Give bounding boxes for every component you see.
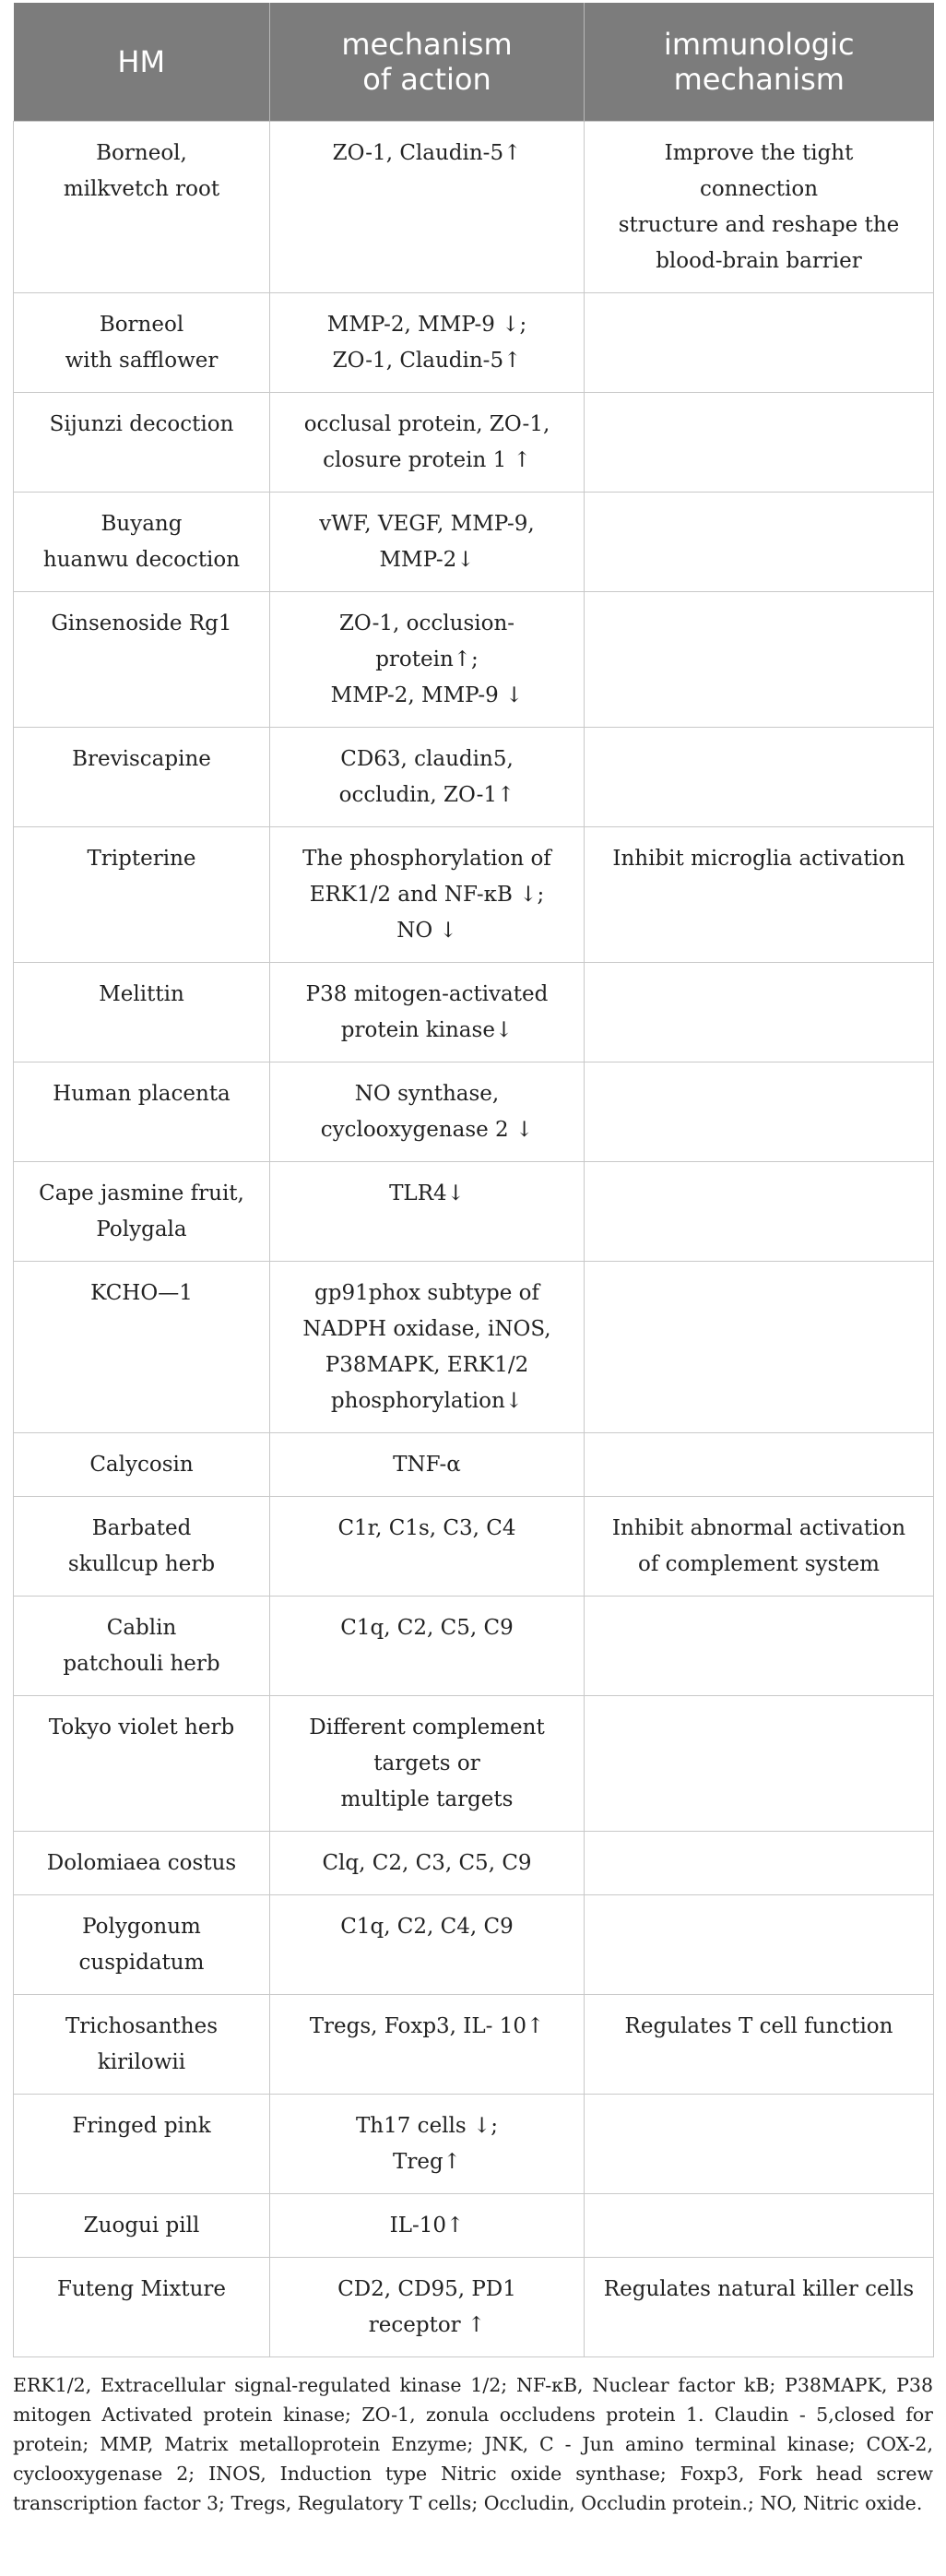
table-container: [13, 3, 933, 2536]
table-row: [14, 826, 934, 962]
cell-mechanism: IL-10↑: [270, 2193, 585, 2257]
cell-immunologic: Regulates natural killer cells: [585, 2257, 934, 2356]
table-body: [14, 121, 934, 2356]
cell-immunologic: [585, 492, 934, 591]
cell-hm: Polygonum cuspidatum: [14, 1894, 270, 1994]
cell-immunologic: [585, 1261, 934, 1432]
cell-mechanism: Different complement targets or multiple targets: [270, 1695, 585, 1831]
cell-mechanism: ZO-1, Claudin-5↑: [270, 121, 585, 292]
table-row: [14, 2257, 934, 2356]
header-mechanism-of-action: mechanism of action: [270, 3, 585, 121]
cell-mechanism: C1q, C2, C4, C9: [270, 1894, 585, 1994]
cell-immunologic: Inhibit microglia activation: [585, 826, 934, 962]
table-row: [14, 2193, 934, 2257]
cell-mechanism: C1q, C2, C5, C9: [270, 1596, 585, 1695]
table-row: [14, 292, 934, 392]
cell-hm: Fringed pink: [14, 2094, 270, 2193]
cell-mechanism: The phosphorylation of ERK1/2 and NF-κB ↓; NO ↓: [270, 826, 585, 962]
table-row: [14, 392, 934, 492]
table-row: [14, 962, 934, 1062]
cell-mechanism: CD2, CD95, PD1 receptor ↑: [270, 2257, 585, 2356]
cell-immunologic: [585, 1432, 934, 1496]
cell-mechanism: TNF-α: [270, 1432, 585, 1496]
table-row: [14, 2094, 934, 2193]
cell-hm: Melittin: [14, 962, 270, 1062]
cell-hm: Ginsenoside Rg1: [14, 591, 270, 727]
cell-immunologic: Inhibit abnormal activation of complement system: [585, 1496, 934, 1596]
cell-immunologic: [585, 591, 934, 727]
cell-immunologic: [585, 392, 934, 492]
cell-hm: Barbated skullcup herb: [14, 1496, 270, 1596]
cell-hm: Borneol, milkvetch root: [14, 121, 270, 292]
cell-mechanism: Clq, C2, C3, C5, C9: [270, 1831, 585, 1894]
cell-hm: Sijunzi decoction: [14, 392, 270, 492]
cell-mechanism: Tregs, Foxp3, IL- 10↑: [270, 1994, 585, 2094]
table-row: [14, 591, 934, 727]
cell-mechanism: ZO-1, occlusion- protein↑; MMP-2, MMP-9 ↓: [270, 591, 585, 727]
table-row: [14, 1596, 934, 1695]
cell-hm: Dolomiaea costus: [14, 1831, 270, 1894]
cell-immunologic: [585, 292, 934, 392]
cell-immunologic: Improve the tight connection structure and reshape the blood-brain barrier: [585, 121, 934, 292]
cell-immunologic: [585, 1161, 934, 1261]
cell-mechanism: NO synthase, cyclooxygenase 2 ↓: [270, 1062, 585, 1161]
cell-hm: Borneol with safflower: [14, 292, 270, 392]
cell-mechanism: C1r, C1s, C3, C4: [270, 1496, 585, 1596]
cell-mechanism: gp91phox subtype of NADPH oxidase, iNOS, P38MAPK, ERK1/2 phosphorylation↓: [270, 1261, 585, 1432]
cell-hm: Tripterine: [14, 826, 270, 962]
cell-hm: Calycosin: [14, 1432, 270, 1496]
table-row: [14, 1831, 934, 1894]
cell-hm: Buyang huanwu decoction: [14, 492, 270, 591]
cell-immunologic: [585, 2094, 934, 2193]
cell-immunologic: [585, 962, 934, 1062]
cell-hm: Trichosanthes kirilowii: [14, 1994, 270, 2094]
cell-hm: Cape jasmine fruit, Polygala: [14, 1161, 270, 1261]
table-row: [14, 492, 934, 591]
cell-hm: Cablin patchouli herb: [14, 1596, 270, 1695]
cell-hm: KCHO—1: [14, 1261, 270, 1432]
cell-hm: Human placenta: [14, 1062, 270, 1161]
cell-immunologic: [585, 1695, 934, 1831]
table-row: [14, 1496, 934, 1596]
cell-immunologic: [585, 2193, 934, 2257]
table-row: [14, 1994, 934, 2094]
table-row: [14, 1261, 934, 1432]
table-row: [14, 121, 934, 292]
hm-mechanism-table: [13, 3, 934, 2357]
cell-immunologic: [585, 727, 934, 826]
cell-immunologic: [585, 1894, 934, 1994]
table-row: [14, 727, 934, 826]
table-row: [14, 1894, 934, 1994]
cell-hm: Tokyo violet herb: [14, 1695, 270, 1831]
cell-hm: Futeng Mixture: [14, 2257, 270, 2356]
cell-mechanism: CD63, claudin5, occludin, ZO-1↑: [270, 727, 585, 826]
header-hm: HM: [14, 3, 270, 121]
cell-mechanism: Th17 cells ↓; Treg↑: [270, 2094, 585, 2193]
header-immunologic-mechanism: immunologic mechanism: [585, 3, 934, 121]
table-footnote: ERK1/2, Extracellular signal-regulated kinase 1/2; NF-κB, Nuclear factor kB; P38MAPK, P38 mitogen Activated protein kinase; ZO-1, zonula occludens protein 1. Claudin - 5,closed for protein; MMP, Matrix metalloprotein Enzyme; JNK, C - Jun amino terminal kinase; COX-2, cyclooxygenase 2; INOS, Induction type Nitric oxide synthase; Foxp3, Fork head screw transcription factor 3; Tregs, Regulatory T cells; Occludin, Occludin protein.; NO, Nitric oxide.: [13, 2373, 933, 2514]
cell-mechanism: TLR4↓: [270, 1161, 585, 1261]
table-row: [14, 1695, 934, 1831]
cell-mechanism: vWF, VEGF, MMP-9, MMP-2↓: [270, 492, 585, 591]
cell-mechanism: P38 mitogen-activated protein kinase↓: [270, 962, 585, 1062]
cell-immunologic: [585, 1062, 934, 1161]
cell-immunologic: Regulates T cell function: [585, 1994, 934, 2094]
table-row: [14, 1062, 934, 1161]
table-row: [14, 1161, 934, 1261]
cell-immunologic: [585, 1596, 934, 1695]
header-row: [14, 3, 934, 121]
cell-hm: Breviscapine: [14, 727, 270, 826]
table-row: [14, 1432, 934, 1496]
cell-immunologic: [585, 1831, 934, 1894]
cell-mechanism: MMP-2, MMP-9 ↓; ZO-1, Claudin-5↑: [270, 292, 585, 392]
cell-mechanism: occlusal protein, ZO-1, closure protein 1 ↑: [270, 392, 585, 492]
cell-hm: Zuogui pill: [14, 2193, 270, 2257]
table-header: [14, 3, 934, 121]
